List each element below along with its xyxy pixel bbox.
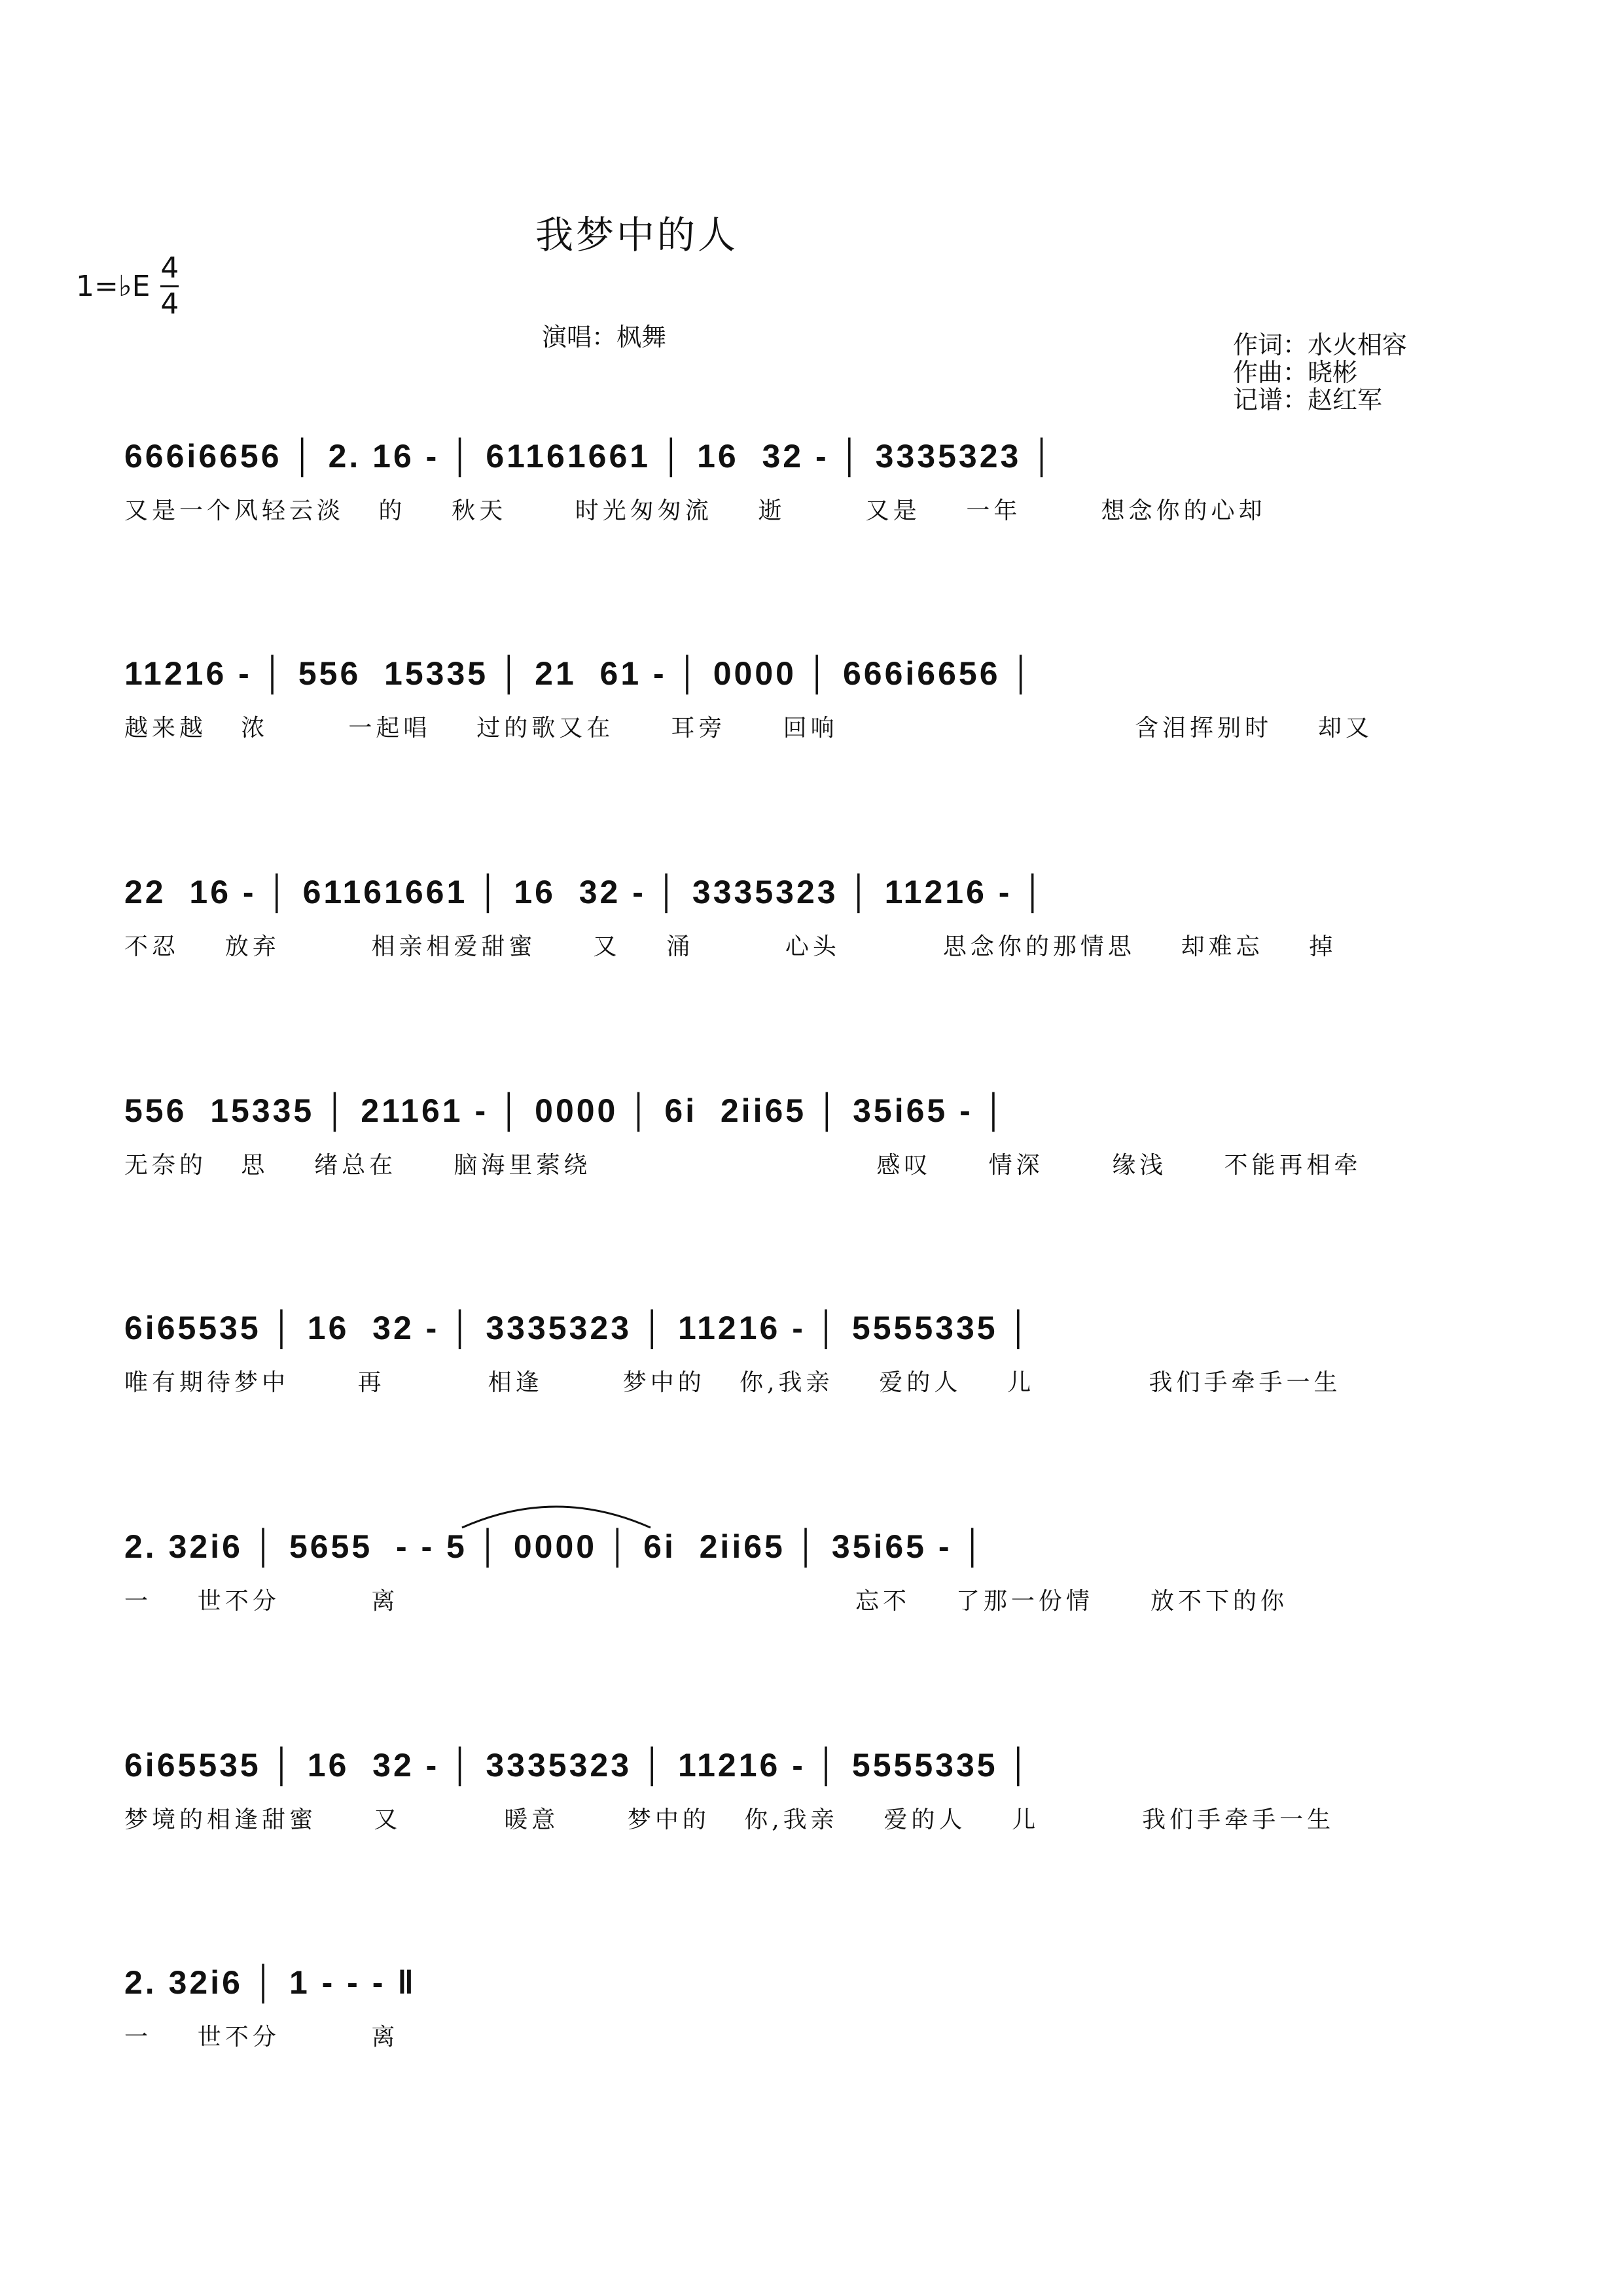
composer-credit: 作曲：晓彬 (1233, 358, 1358, 387)
lyric-line-5: 唯有期待梦中 再 相逢 梦中的 你,我亲 爱的人 儿 我们手牵手一生 (124, 1369, 1342, 1396)
lyric-line-8: 一 世不分 离 (124, 2024, 399, 2051)
notation-line-6: 2. 32i6 │ 5655 - - 5 │ 0000 │ 6i 2ii65 │ 35i65 - │ (124, 1528, 987, 1565)
lyric-line-2: 越来越 浓 一起唱 过的歌又在 耳旁 回响 含泪挥别时 却又 (124, 715, 1373, 742)
notation-line-8: 2. 32i6 │ 1 - - - ‖ (124, 1964, 417, 2001)
singer-credit: 演唱：枫舞 (542, 323, 667, 351)
notation-line-7: 6i65535 │ 16 32 - │ 3335323 │ 11216 - │ 5555335 │ (124, 1747, 1033, 1784)
time-signature-bottom: 4 (160, 287, 179, 321)
notation-line-4: 556 15335 │ 21161 - │ 0000 │ 6i 2ii65 │ 35i65 - │ (124, 1092, 1008, 1129)
lyric-line-1: 又是一个风轻云淡 的 秋天 时光匆匆流 逝 又是 一年 想念你的心却 (124, 497, 1266, 524)
lyric-line-4: 无奈的 思 绪总在 脑海里萦绕 感叹 情深 缘浅 不能再相牵 (124, 1152, 1362, 1179)
lyricist-credit: 作词：水火相容 (1233, 331, 1408, 359)
key-label: 1=♭E (76, 270, 151, 303)
notation-line-3: 22 16 - │ 61161661 │ 16 32 - │ 3335323 │ 11216 - │ (124, 874, 1047, 910)
notation-line-1: 666i6656 │ 2. 16 - │ 61161661 │ 16 32 - │ 3335323 │ (124, 438, 1056, 475)
song-title: 我梦中的人 (535, 213, 739, 257)
tie-arc (458, 1499, 654, 1532)
transcriber-credit: 记谱：赵红军 (1233, 386, 1383, 414)
notation-line-5: 6i65535 │ 16 32 - │ 3335323 │ 11216 - │ 5555335 │ (124, 1310, 1033, 1346)
lyric-line-7: 梦境的相逢甜蜜 又 暖意 梦中的 你,我亲 爱的人 儿 我们手牵手一生 (124, 1806, 1335, 1833)
lyric-line-3: 不忍 放弃 相亲相爱甜蜜 又 涌 心头 思念你的那情思 却难忘 掉 (124, 933, 1337, 960)
notation-line-2: 11216 - │ 556 15335 │ 21 61 - │ 0000 │ 666i6656 │ (124, 655, 1035, 692)
time-signature (160, 251, 179, 321)
lyric-line-6: 一 世不分 离 忘不 了那一份情 放不下的你 (124, 1588, 1289, 1615)
time-signature-top: 4 (160, 251, 179, 285)
key-signature (76, 251, 179, 321)
